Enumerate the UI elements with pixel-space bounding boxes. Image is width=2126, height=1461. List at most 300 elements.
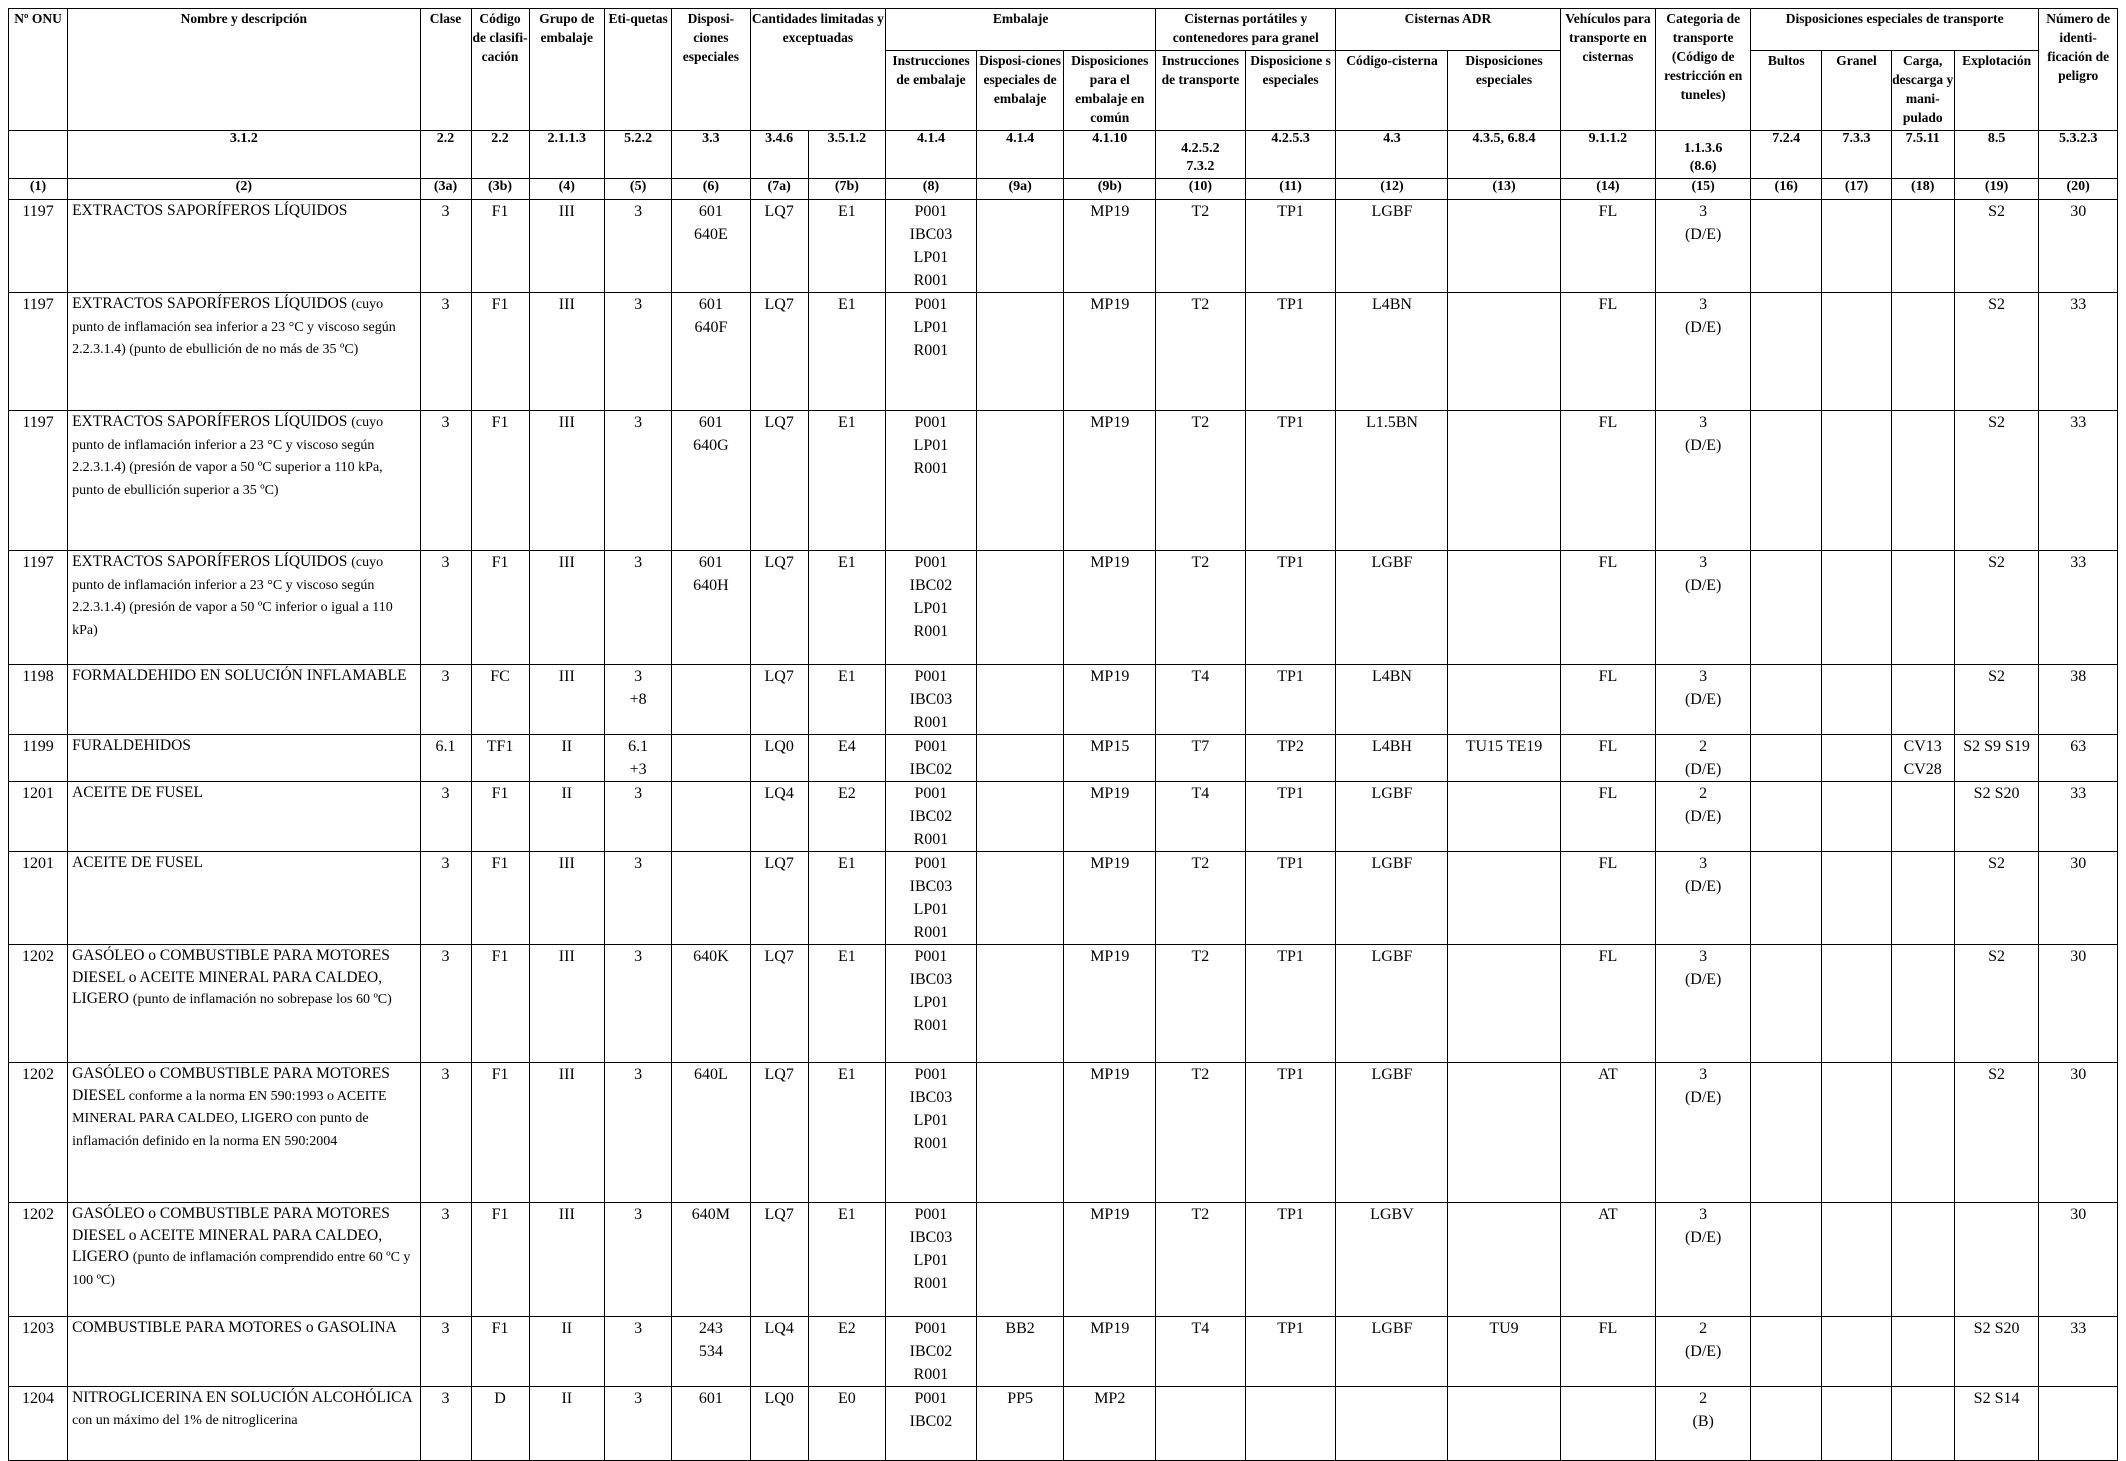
- cell-classification-code: F1: [471, 1063, 529, 1203]
- cell-transport-category: 3 (D/E): [1656, 293, 1751, 411]
- cell-bulk-provisions: [1822, 1063, 1891, 1203]
- cell-name-description: [68, 1387, 421, 1461]
- cell-packing-special: [976, 782, 1064, 852]
- cell-operation-provisions: S2: [1954, 200, 2039, 293]
- cell-un-number: 1201: [9, 782, 68, 852]
- cell-un-number: 1201: [9, 852, 68, 945]
- cell-classification-code: F1: [471, 551, 529, 665]
- colnum: (15): [1656, 179, 1751, 200]
- cell-hazard-id: 63: [2039, 735, 2118, 782]
- substance-name: EXTRACTOS SAPORÍFEROS LÍQUIDOS: [72, 413, 348, 430]
- cell-un-number: 1202: [9, 1203, 68, 1317]
- substance-name: ACEITE DE FUSEL: [72, 784, 203, 801]
- colnum: (14): [1560, 179, 1656, 200]
- cell-tank-code: L4BN: [1336, 293, 1448, 411]
- ref-group: 2.1.1.3: [529, 131, 604, 179]
- cell-mixed-packing: MP19: [1064, 411, 1156, 551]
- cell-class: 3: [420, 665, 471, 735]
- cell-classification-code: F1: [471, 411, 529, 551]
- header-packing-instructions: Instrucciones de embalaje: [886, 51, 977, 131]
- table-row: [9, 1317, 2118, 1387]
- substance-name: FORMALDEHIDO EN SOLUCIÓN INFLAMABLE: [72, 667, 407, 684]
- cell-packages-provisions: [1751, 411, 1822, 551]
- header-loading: Carga, descarga y mani-pulado: [1891, 51, 1954, 131]
- dangerous-goods-table: [8, 8, 2118, 1461]
- substance-description: conforme a la norma EN 590:1993 o ACEITE MINERAL PARA CALDEO, LIGERO con punto de inflamación definido en la norma EN 590:2004: [72, 1088, 387, 1149]
- cell-name-description: [68, 665, 421, 735]
- cell-hazard-id: 30: [2039, 1203, 2118, 1317]
- cell-special-provisions: [672, 665, 750, 735]
- cell-class: 3: [420, 411, 471, 551]
- cell-tank-special: [1448, 945, 1560, 1063]
- table-row: [9, 945, 2118, 1063]
- cell-packing-group: II: [529, 1387, 604, 1461]
- ref-16: 7.2.4: [1751, 131, 1822, 179]
- ref-special: 3.3: [672, 131, 750, 179]
- cell-excepted-quantity: E1: [808, 293, 885, 411]
- substance-description: (cuyo punto de inflamación inferior a 23 °C y viscoso según 2.2.3.1.4) (presión de vapor a 50 ºC inferior o igual a 110 kPa): [72, 555, 393, 638]
- cell-limited-quantity: LQ7: [750, 551, 808, 665]
- cell-packing-special: [976, 852, 1064, 945]
- cell-name-description: [68, 1203, 421, 1317]
- cell-loading-provisions: [1891, 852, 1954, 945]
- ref-9a: 4.1.4: [976, 131, 1064, 179]
- cell-packages-provisions: [1751, 1063, 1822, 1203]
- cell-packing-special: [976, 1203, 1064, 1317]
- cell-tank-special: [1448, 852, 1560, 945]
- cell-class: 3: [420, 293, 471, 411]
- cell-tank-code: [1336, 1387, 1448, 1461]
- cell-mixed-packing: MP19: [1064, 665, 1156, 735]
- cell-loading-provisions: CV13 CV28: [1891, 735, 1954, 782]
- cell-special-provisions: 601 640G: [672, 411, 750, 551]
- cell-tank-vehicle: FL: [1560, 1317, 1656, 1387]
- cell-labels: 3: [604, 852, 671, 945]
- cell-loading-provisions: [1891, 1063, 1954, 1203]
- cell-excepted-quantity: E0: [808, 1387, 885, 1461]
- cell-tank-code: LGBF: [1336, 1317, 1448, 1387]
- cell-packing-instructions: P001 IBC02 LP01 R001: [886, 551, 977, 665]
- cell-packing-special: [976, 551, 1064, 665]
- colnum: (7a): [750, 179, 808, 200]
- cell-excepted-quantity: E1: [808, 852, 885, 945]
- colnum: (19): [1954, 179, 2039, 200]
- cell-tank-vehicle: FL: [1560, 551, 1656, 665]
- header-tank-code: Código-cisterna: [1336, 51, 1448, 131]
- cell-tank-vehicle: FL: [1560, 200, 1656, 293]
- header-operation: Explotación: [1954, 51, 2039, 131]
- cell-bulk-provisions: [1822, 665, 1891, 735]
- ref-15: 1.1.3.6 (8.6): [1656, 131, 1751, 179]
- substance-name: GASÓLEO o COMBUSTIBLE PARA MOTORES DIESEL o ACEITE MINERAL PARA CALDEO, LIGERO: [72, 947, 390, 1007]
- cell-bulk-provisions: [1822, 293, 1891, 411]
- cell-mixed-packing: MP19: [1064, 1203, 1156, 1317]
- header-packaging: Embalaje: [886, 9, 1156, 51]
- cell-loading-provisions: [1891, 1317, 1954, 1387]
- cell-excepted-quantity: E2: [808, 1317, 885, 1387]
- ref-10: 4.2.5.2 7.3.2: [1156, 131, 1246, 179]
- ref-14: 9.1.1.2: [1560, 131, 1656, 179]
- cell-packing-special: [976, 945, 1064, 1063]
- cell-class: 3: [420, 945, 471, 1063]
- cell-excepted-quantity: E1: [808, 665, 885, 735]
- cell-transport-category: 3 (D/E): [1656, 411, 1751, 551]
- ref-8: 4.1.4: [886, 131, 977, 179]
- cell-classification-code: F1: [471, 852, 529, 945]
- dangerous-goods-table-page: [8, 8, 2118, 1446]
- cell-un-number: 1198: [9, 665, 68, 735]
- header-classification-code: Código de clasifi-cación: [471, 9, 529, 131]
- cell-labels: 3: [604, 782, 671, 852]
- header-packages: Bultos: [1751, 51, 1822, 131]
- ref-onu: [9, 131, 68, 179]
- cell-labels: 3: [604, 945, 671, 1063]
- cell-operation-provisions: S2: [1954, 665, 2039, 735]
- header-packing-special: Disposi-ciones especiales de embalaje: [976, 51, 1064, 131]
- cell-operation-provisions: [1954, 1203, 2039, 1317]
- cell-portable-tank-special: [1245, 1387, 1336, 1461]
- cell-portable-tank-special: TP1: [1245, 945, 1336, 1063]
- cell-excepted-quantity: E4: [808, 735, 885, 782]
- cell-classification-code: D: [471, 1387, 529, 1461]
- cell-packing-instructions: P001 IBC02: [886, 735, 977, 782]
- cell-special-provisions: 601 640E: [672, 200, 750, 293]
- cell-limited-quantity: LQ7: [750, 293, 808, 411]
- ref-18: 7.5.11: [1891, 131, 1954, 179]
- cell-loading-provisions: [1891, 551, 1954, 665]
- table-row: [9, 411, 2118, 551]
- cell-transport-category: 3 (D/E): [1656, 1063, 1751, 1203]
- cell-tank-code: LGBF: [1336, 1063, 1448, 1203]
- cell-hazard-id: 38: [2039, 665, 2118, 735]
- cell-packing-instructions: P001 LP01 R001: [886, 293, 977, 411]
- cell-portable-tank-instructions: T4: [1156, 782, 1246, 852]
- column-number-row: [9, 179, 2118, 200]
- cell-excepted-quantity: E1: [808, 945, 885, 1063]
- cell-bulk-provisions: [1822, 782, 1891, 852]
- cell-operation-provisions: S2: [1954, 293, 2039, 411]
- header-tank-vehicles: Vehículos para transporte en cisternas: [1560, 9, 1656, 131]
- cell-bulk-provisions: [1822, 852, 1891, 945]
- cell-mixed-packing: MP19: [1064, 551, 1156, 665]
- header-special-provisions: Disposi-ciones especiales: [672, 9, 750, 131]
- cell-name-description: [68, 782, 421, 852]
- cell-portable-tank-special: TP1: [1245, 1063, 1336, 1203]
- cell-hazard-id: 33: [2039, 1317, 2118, 1387]
- table-row: [9, 735, 2118, 782]
- substance-description: con un máximo del 1% de nitroglicerina: [72, 1412, 298, 1428]
- cell-tank-special: [1448, 1203, 1560, 1317]
- table-row: [9, 551, 2118, 665]
- colnum: (11): [1245, 179, 1336, 200]
- cell-tank-vehicle: FL: [1560, 852, 1656, 945]
- cell-packing-group: III: [529, 200, 604, 293]
- cell-portable-tank-special: TP1: [1245, 1317, 1336, 1387]
- header-portable-tanks: Cisternas portátiles y contenedores para granel: [1156, 9, 1336, 51]
- substance-name: NITROGLICERINA EN SOLUCIÓN ALCOHÓLICA: [72, 1389, 412, 1406]
- cell-portable-tank-special: TP1: [1245, 852, 1336, 945]
- cell-portable-tank-special: TP1: [1245, 782, 1336, 852]
- cell-special-provisions: [672, 782, 750, 852]
- cell-tank-code: LGBV: [1336, 1203, 1448, 1317]
- colnum: (7b): [808, 179, 885, 200]
- header-mixed-packing: Disposiciones para el embalaje en común: [1064, 51, 1156, 131]
- cell-class: 3: [420, 200, 471, 293]
- colnum: (9a): [976, 179, 1064, 200]
- cell-tank-special: TU15 TE19: [1448, 735, 1560, 782]
- cell-packing-special: [976, 293, 1064, 411]
- cell-limited-quantity: LQ7: [750, 852, 808, 945]
- cell-packages-provisions: [1751, 1203, 1822, 1317]
- cell-classification-code: TF1: [471, 735, 529, 782]
- table-row: [9, 1063, 2118, 1203]
- cell-loading-provisions: [1891, 945, 1954, 1063]
- cell-transport-category: 3 (D/E): [1656, 852, 1751, 945]
- substance-description: (cuyo punto de inflamación sea inferior a 23 °C y viscoso según 2.2.3.1.4) (punto de ebullición de no más de 35 ºC): [72, 297, 396, 357]
- cell-tank-code: LGBF: [1336, 852, 1448, 945]
- cell-hazard-id: 30: [2039, 1063, 2118, 1203]
- cell-tank-code: LGBF: [1336, 945, 1448, 1063]
- cell-name-description: [68, 551, 421, 665]
- cell-bulk-provisions: [1822, 1387, 1891, 1461]
- cell-packing-group: II: [529, 1317, 604, 1387]
- cell-un-number: 1197: [9, 293, 68, 411]
- header-class: Clase: [420, 9, 471, 131]
- header-packing-group: Grupo de embalaje: [529, 9, 604, 131]
- header-labels: Eti-quetas: [604, 9, 671, 131]
- cell-portable-tank-instructions: T2: [1156, 551, 1246, 665]
- substance-name: COMBUSTIBLE PARA MOTORES o GASOLINA: [72, 1319, 397, 1336]
- cell-tank-vehicle: FL: [1560, 735, 1656, 782]
- cell-labels: 3: [604, 1203, 671, 1317]
- cell-class: 3: [420, 551, 471, 665]
- colnum: (17): [1822, 179, 1891, 200]
- cell-transport-category: 2 (D/E): [1656, 1317, 1751, 1387]
- cell-packing-group: III: [529, 293, 604, 411]
- cell-packing-instructions: P001 IBC02 R001: [886, 1317, 977, 1387]
- cell-tank-special: [1448, 1063, 1560, 1203]
- ref-17: 7.3.3: [1822, 131, 1891, 179]
- cell-limited-quantity: LQ0: [750, 735, 808, 782]
- cell-transport-category: 2 (B): [1656, 1387, 1751, 1461]
- cell-limited-quantity: LQ7: [750, 945, 808, 1063]
- reference-row: [9, 131, 2118, 179]
- cell-loading-provisions: [1891, 1387, 1954, 1461]
- colnum: (4): [529, 179, 604, 200]
- cell-portable-tank-instructions: [1156, 1387, 1246, 1461]
- header-bulk: Granel: [1822, 51, 1891, 131]
- ref-labels: 5.2.2: [604, 131, 671, 179]
- cell-tank-special: [1448, 200, 1560, 293]
- cell-transport-category: 3 (D/E): [1656, 665, 1751, 735]
- cell-limited-quantity: LQ7: [750, 665, 808, 735]
- cell-packages-provisions: [1751, 293, 1822, 411]
- cell-packages-provisions: [1751, 945, 1822, 1063]
- cell-packing-special: [976, 411, 1064, 551]
- cell-tank-vehicle: FL: [1560, 782, 1656, 852]
- cell-portable-tank-special: TP1: [1245, 411, 1336, 551]
- cell-mixed-packing: MP19: [1064, 782, 1156, 852]
- cell-operation-provisions: S2 S14: [1954, 1387, 2039, 1461]
- ref-7b: 3.5.1.2: [808, 131, 885, 179]
- cell-portable-tank-instructions: T2: [1156, 293, 1246, 411]
- cell-transport-category: 3 (D/E): [1656, 1203, 1751, 1317]
- cell-transport-category: 3 (D/E): [1656, 200, 1751, 293]
- cell-portable-tank-special: TP1: [1245, 1203, 1336, 1317]
- cell-packing-group: II: [529, 735, 604, 782]
- cell-excepted-quantity: E1: [808, 200, 885, 293]
- cell-tank-vehicle: FL: [1560, 293, 1656, 411]
- cell-operation-provisions: S2: [1954, 852, 2039, 945]
- colnum: (8): [886, 179, 977, 200]
- cell-tank-vehicle: AT: [1560, 1203, 1656, 1317]
- cell-excepted-quantity: E1: [808, 1203, 885, 1317]
- cell-hazard-id: 33: [2039, 293, 2118, 411]
- cell-portable-tank-instructions: T2: [1156, 945, 1246, 1063]
- cell-tank-vehicle: FL: [1560, 945, 1656, 1063]
- table-header: [9, 9, 2118, 200]
- ref-13: 4.3.5, 6.8.4: [1448, 131, 1560, 179]
- cell-tank-code: LGBF: [1336, 551, 1448, 665]
- cell-class: 3: [420, 1063, 471, 1203]
- cell-class: 3: [420, 1317, 471, 1387]
- cell-tank-code: L4BH: [1336, 735, 1448, 782]
- cell-bulk-provisions: [1822, 551, 1891, 665]
- colnum: (3b): [471, 179, 529, 200]
- cell-portable-tank-special: TP1: [1245, 200, 1336, 293]
- cell-labels: 3 +8: [604, 665, 671, 735]
- cell-tank-special: [1448, 665, 1560, 735]
- cell-tank-special: TU9: [1448, 1317, 1560, 1387]
- cell-transport-category: 3 (D/E): [1656, 551, 1751, 665]
- colnum: (13): [1448, 179, 1560, 200]
- cell-name-description: [68, 293, 421, 411]
- cell-portable-tank-special: TP2: [1245, 735, 1336, 782]
- cell-bulk-provisions: [1822, 1317, 1891, 1387]
- ref-20: 5.3.2.3: [2039, 131, 2118, 179]
- cell-tank-special: [1448, 293, 1560, 411]
- cell-packing-group: III: [529, 945, 604, 1063]
- cell-special-provisions: 601 640H: [672, 551, 750, 665]
- header-adr-tanks: Cisternas ADR: [1336, 9, 1560, 51]
- cell-limited-quantity: LQ4: [750, 1317, 808, 1387]
- cell-class: 3: [420, 1387, 471, 1461]
- cell-mixed-packing: MP2: [1064, 1387, 1156, 1461]
- cell-bulk-provisions: [1822, 200, 1891, 293]
- cell-mixed-packing: MP19: [1064, 1317, 1156, 1387]
- substance-name: EXTRACTOS SAPORÍFEROS LÍQUIDOS: [72, 202, 348, 219]
- cell-bulk-provisions: [1822, 945, 1891, 1063]
- substance-description: (cuyo punto de inflamación inferior a 23 °C y viscoso según 2.2.3.1.4) (presión de vapor a 50 ºC superior a 110 kPa, punto de ebullición superior a 35 ºC): [72, 415, 384, 498]
- cell-un-number: 1197: [9, 411, 68, 551]
- table-row: [9, 852, 2118, 945]
- cell-tank-code: LGBF: [1336, 200, 1448, 293]
- header-onu: Nº ONU: [9, 9, 68, 131]
- cell-tank-special: [1448, 782, 1560, 852]
- cell-hazard-id: 33: [2039, 551, 2118, 665]
- cell-packing-group: III: [529, 852, 604, 945]
- cell-classification-code: F1: [471, 945, 529, 1063]
- cell-class: 3: [420, 1203, 471, 1317]
- cell-packages-provisions: [1751, 782, 1822, 852]
- cell-packages-provisions: [1751, 665, 1822, 735]
- cell-special-provisions: 243 534: [672, 1317, 750, 1387]
- table-row: [9, 1203, 2118, 1317]
- cell-tank-vehicle: AT: [1560, 1063, 1656, 1203]
- table-row: [9, 200, 2118, 293]
- cell-class: 3: [420, 852, 471, 945]
- cell-name-description: [68, 200, 421, 293]
- cell-labels: 3: [604, 1063, 671, 1203]
- cell-excepted-quantity: E1: [808, 411, 885, 551]
- cell-tank-special: [1448, 551, 1560, 665]
- colnum: (10): [1156, 179, 1246, 200]
- cell-packing-instructions: P001 IBC03 LP01 R001: [886, 200, 977, 293]
- cell-operation-provisions: S2 S20: [1954, 1317, 2039, 1387]
- header-transport-special-provisions: Disposiciones especiales de transporte: [1751, 9, 2039, 51]
- cell-labels: 3: [604, 411, 671, 551]
- cell-transport-category: 2 (D/E): [1656, 782, 1751, 852]
- cell-packing-special: [976, 1063, 1064, 1203]
- colnum: (1): [9, 179, 68, 200]
- cell-classification-code: F1: [471, 200, 529, 293]
- cell-classification-code: FC: [471, 665, 529, 735]
- colnum: (18): [1891, 179, 1954, 200]
- cell-packing-instructions: P001 IBC02 R001: [886, 782, 977, 852]
- colnum: (12): [1336, 179, 1448, 200]
- cell-hazard-id: 33: [2039, 411, 2118, 551]
- cell-portable-tank-instructions: T2: [1156, 411, 1246, 551]
- cell-un-number: 1203: [9, 1317, 68, 1387]
- cell-un-number: 1197: [9, 551, 68, 665]
- header-tank-special: Disposiciones especiales: [1448, 51, 1560, 131]
- ref-7a: 3.4.6: [750, 131, 808, 179]
- cell-special-provisions: 640K: [672, 945, 750, 1063]
- header-limited-quantities: Cantidades limitadas y exceptuadas: [750, 9, 885, 131]
- cell-limited-quantity: LQ7: [750, 411, 808, 551]
- substance-name: GASÓLEO o COMBUSTIBLE PARA MOTORES DIESEL o ACEITE MINERAL PARA CALDEO, LIGERO: [72, 1205, 390, 1265]
- substance-name: FURALDEHIDOS: [72, 737, 191, 754]
- cell-special-provisions: 601: [672, 1387, 750, 1461]
- cell-packages-provisions: [1751, 551, 1822, 665]
- cell-packing-special: PP5: [976, 1387, 1064, 1461]
- cell-packing-special: [976, 665, 1064, 735]
- cell-loading-provisions: [1891, 293, 1954, 411]
- cell-hazard-id: 30: [2039, 852, 2118, 945]
- cell-mixed-packing: MP15: [1064, 735, 1156, 782]
- cell-labels: 3: [604, 200, 671, 293]
- cell-labels: 3: [604, 1317, 671, 1387]
- cell-packing-instructions: P001 IBC03 LP01 R001: [886, 945, 977, 1063]
- cell-packing-instructions: P001 IBC03 LP01 R001: [886, 1203, 977, 1317]
- cell-transport-category: 2 (D/E): [1656, 735, 1751, 782]
- cell-packing-instructions: P001 IBC03 R001: [886, 665, 977, 735]
- colnum: (5): [604, 179, 671, 200]
- cell-limited-quantity: LQ0: [750, 1387, 808, 1461]
- cell-special-provisions: 640L: [672, 1063, 750, 1203]
- cell-classification-code: F1: [471, 1203, 529, 1317]
- header-name: Nombre y descripción: [68, 9, 421, 131]
- header-portable-instructions: Instrucciones de transporte: [1156, 51, 1246, 131]
- table-row: [9, 665, 2118, 735]
- cell-un-number: 1199: [9, 735, 68, 782]
- cell-mixed-packing: MP19: [1064, 293, 1156, 411]
- table-row: [9, 293, 2118, 411]
- cell-portable-tank-instructions: T2: [1156, 200, 1246, 293]
- cell-excepted-quantity: E1: [808, 1063, 885, 1203]
- cell-packing-group: III: [529, 411, 604, 551]
- cell-bulk-provisions: [1822, 735, 1891, 782]
